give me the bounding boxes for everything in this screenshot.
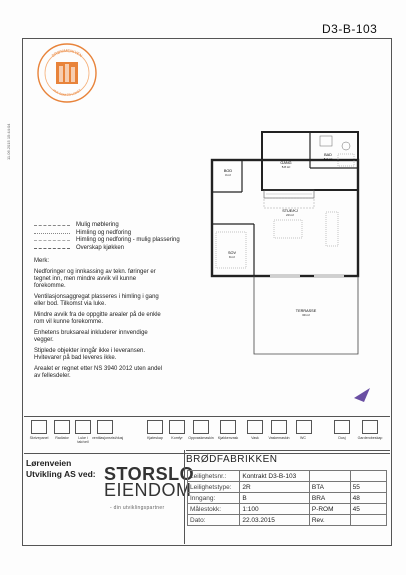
logo-top-text: DRØMMENIVEN: [50, 47, 84, 59]
legend-line-furniture: [34, 225, 70, 226]
dishwasher-icon: [193, 420, 209, 434]
legend-label: Himling og nedforing: [76, 229, 132, 236]
legend-item: [34, 222, 180, 230]
info-row: Leilighetsnr.: Kontrakt D3-B-103: [188, 471, 387, 482]
stove-icon: [169, 420, 185, 434]
symbol-item: Kjøkkenvask: [216, 420, 240, 440]
symbol-item: Oppvaskmaskin: [188, 420, 214, 440]
storslo-logo: [104, 466, 194, 516]
room-area: 3 m²: [225, 173, 231, 177]
legend-item: [34, 230, 180, 238]
legend-item: [34, 245, 180, 253]
symbol-item: WC: [296, 420, 310, 440]
symbol-item: Vaskemaskin: [266, 420, 292, 440]
svg-text:HVA SOM ER LOVET: [52, 88, 82, 97]
symbol-item: Vask: [246, 420, 264, 440]
legend-label: Mulig møblering: [76, 222, 119, 228]
radiator-icon: [54, 420, 70, 434]
info-row: Inngang: B BRA 48: [188, 493, 387, 504]
legend-label: Overskap kjøkken: [76, 244, 125, 251]
notes: [34, 258, 169, 384]
vent-icon: [97, 420, 113, 434]
note-paragraph: Stiplede objekter inngår ikke i leveransen. Hvitevarer på bad leveres ikke.: [34, 348, 146, 361]
brand-tagline: - din utviklingspartner: [110, 505, 165, 511]
symbol-item: Komfyr: [168, 420, 186, 440]
room-name: SOV: [227, 251, 237, 255]
note-paragraph: Mindre avvik fra de oppgitte arealer på de enkle rom vil kunne forekomme.: [34, 312, 161, 325]
note-paragraph: Nedforinger og innkassing av tekn. føringer er tegnet inn, men mindre avvik vil kunne forekomme.: [34, 269, 156, 289]
room-area: 9 m²: [229, 255, 235, 259]
panel-icon: [31, 420, 47, 434]
brand-subname: EIENDOM: [104, 480, 192, 500]
brand-name: STORSLO: [104, 464, 195, 484]
project-name: BRØDFABRIKKEN: [186, 454, 278, 465]
dromme-badge-logo: [36, 42, 98, 104]
owner-line: Utvikling AS ved:: [26, 469, 96, 479]
kitchen-sink-icon: [220, 420, 236, 434]
symbol-item: Garderobeskap: [354, 420, 386, 440]
symbol-item: Kjøleskap: [144, 420, 166, 440]
owner-line: Lørenveien: [26, 458, 72, 468]
note-paragraph: Enhetens bruksareal inkluderer innvendige vegger.: [34, 330, 148, 343]
footer-divider: [186, 450, 390, 451]
notes-heading: Merk:: [34, 258, 49, 264]
symbol-legend: [24, 416, 390, 454]
note-paragraph: Arealet er regnet etter NS 3940 2012 uten andel av fellesdeler.: [34, 366, 163, 379]
legend-item: [34, 237, 180, 245]
room-name: STUE/KJ: [282, 209, 298, 213]
fridge-icon: [147, 420, 163, 434]
symbol-item: Luke i tak/veil: [74, 420, 92, 444]
info-row: Dato: 22.03.2015 Rev.: [188, 515, 387, 526]
shower-icon: [334, 420, 350, 434]
note-paragraph: Ventilasjonsaggregat plasseres i himling i gang eller bod. Tilkomst via luke.: [34, 294, 159, 307]
wardrobe-icon: [362, 420, 378, 434]
info-row: Leilighetstype: 2R BTA 55: [188, 482, 387, 493]
symbol-item: Skrivepanel: [28, 420, 50, 440]
info-table: [187, 470, 387, 526]
hatch-icon: [75, 420, 91, 434]
floor-plan: [210, 128, 380, 358]
owner-block: [26, 458, 96, 480]
legend-line-kitchen-cabinet: [34, 248, 70, 249]
info-row: Målestokk: 1:100 P-ROM 45: [188, 504, 387, 515]
unit-id: D3-B-103: [322, 22, 378, 36]
print-stamp: 11.06.2015 15:44:04: [6, 123, 11, 160]
svg-text:DRØMMENIVEN: [51, 48, 84, 58]
room-area: 30 m²: [302, 313, 310, 317]
symbol-item: Radiator: [52, 420, 72, 440]
washing-machine-icon: [271, 420, 287, 434]
legend-line-ceiling-possible: [34, 240, 70, 241]
room-name: BAD: [324, 153, 332, 157]
room-name: BOD: [223, 169, 233, 173]
symbol-item: ventilasjonsrist/dusj: [92, 420, 118, 440]
legend-label: Himling og nedforing - mulig plassering: [76, 237, 180, 243]
legend-line-ceiling: [34, 233, 70, 234]
symbol-item: Dusj: [334, 420, 350, 440]
room-area: 5.8 m²: [281, 165, 291, 169]
room-name: GANG: [280, 161, 292, 165]
toilet-icon: [296, 420, 312, 434]
room-name: TERRASSE: [295, 309, 317, 313]
legend: [34, 222, 180, 252]
north-arrow-icon: [352, 384, 372, 404]
sink-icon: [247, 420, 263, 434]
footer-separator: [184, 450, 185, 544]
room-area: 5.2 m²: [323, 157, 333, 161]
logo-bottom-text: HVA SOM ER LOVET: [52, 88, 82, 98]
room-area: 23 m²: [286, 213, 294, 217]
